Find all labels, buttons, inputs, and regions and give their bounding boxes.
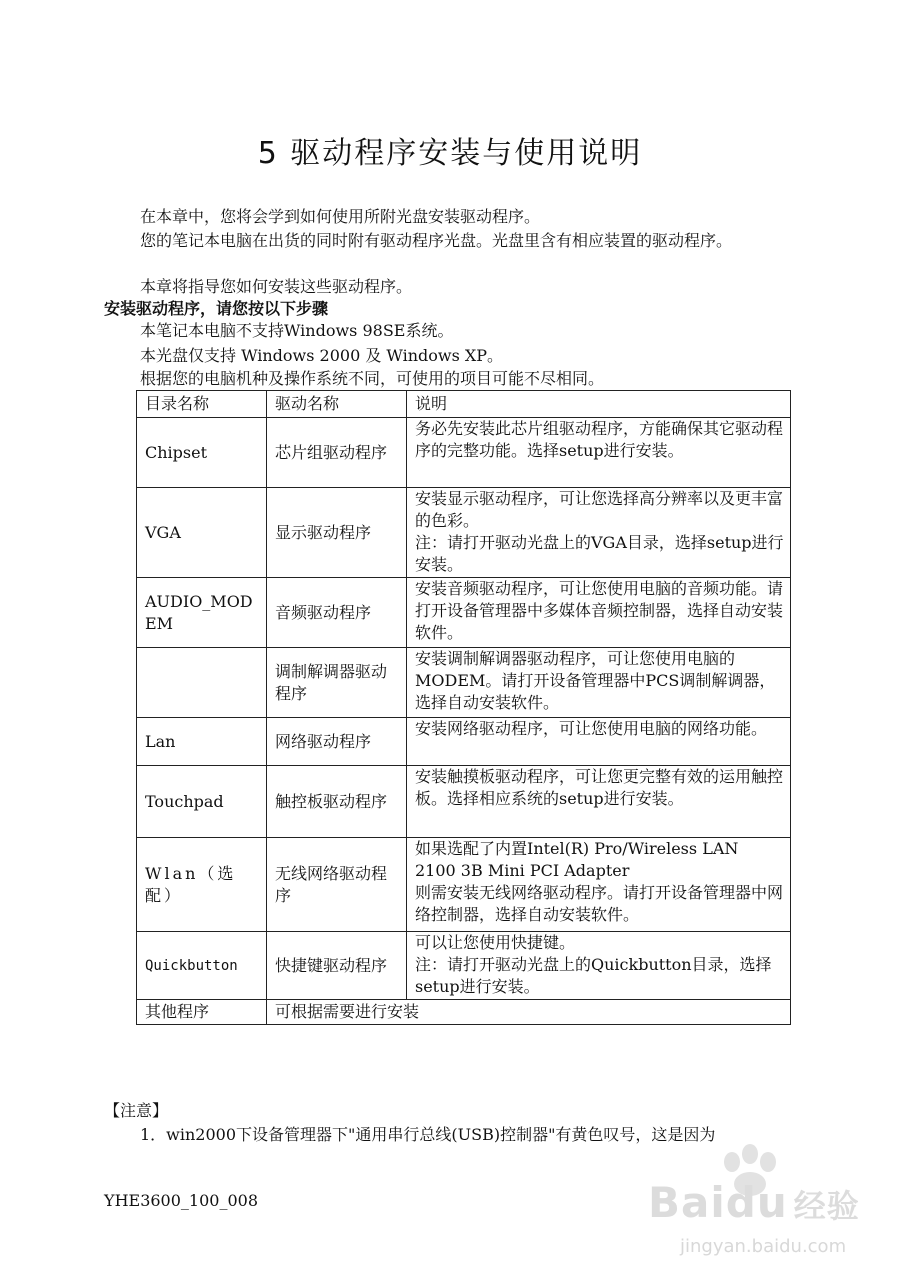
driver-desc xyxy=(407,488,791,578)
page-title: 5 驱动程序安装与使用说明 xyxy=(257,136,643,171)
driver-table xyxy=(136,390,791,1025)
driver-desc-line: 如果选配了内置Intel(R) Pro/Wireless LAN 2100 3B Mini PCI Adapter xyxy=(415,839,739,880)
driver-desc: 安装音频驱动程序，可让您使用电脑的音频功能。请打开设备管理器中多媒体音频控制器，选择自动安装软件。 xyxy=(407,578,791,648)
dir-name: 其他程序 xyxy=(137,1000,267,1025)
dir-name: Chipset xyxy=(137,418,267,488)
attention-item-1: 1．win2000下设备管理器下"通用串行总线(USB)控制器"有黄色叹号，这是因为 xyxy=(140,1125,716,1144)
steps-heading: 安装驱动程序，请您按以下步骤 xyxy=(104,299,329,318)
intro-paragraph-2: 您的笔记本电脑在出货的同时附有驱动程序光盘。光盘里含有相应装置的驱动程序。 xyxy=(140,231,733,250)
dir-name: Wlan（选配） xyxy=(137,838,267,932)
dir-name: Quickbutton xyxy=(137,932,267,1000)
table-row xyxy=(137,766,791,838)
note-model-difference: 根据您的电脑机种及操作系统不同，可使用的项目可能不尽相同。 xyxy=(140,369,605,388)
table-row xyxy=(137,578,791,648)
dir-name: Touchpad xyxy=(137,766,267,838)
header-dir: 目录名称 xyxy=(137,391,267,418)
baidu-jingyan-watermark xyxy=(640,1140,880,1270)
driver-desc-note: 则需安装无线网络驱动程序。请打开设备管理器中网络控制器，选择自动安装软件。 xyxy=(415,883,784,924)
header-driver: 驱动名称 xyxy=(267,391,407,418)
note-cd-support: 本光盘仅支持 Windows 2000 及 Windows XP。 xyxy=(140,346,504,365)
driver-desc-note: 注：请打开驱动光盘上的Quickbutton目录，选择setup进行安装。 xyxy=(415,955,772,996)
driver-name: 芯片组驱动程序 xyxy=(267,418,407,488)
driver-name: 可根据需要进行安装 xyxy=(267,1000,791,1025)
driver-name: 触控板驱动程序 xyxy=(267,766,407,838)
watermark-brand-cn: 经验 xyxy=(793,1187,860,1225)
table-row-other xyxy=(137,1000,791,1025)
table-row xyxy=(137,488,791,578)
driver-desc-line: 安装显示驱动程序，可让您选择高分辨率以及更丰富的色彩。 xyxy=(415,489,784,530)
watermark-brand-latin: Baidu xyxy=(648,1178,788,1227)
dir-name xyxy=(137,648,267,718)
dir-name: VGA xyxy=(137,488,267,578)
intro-paragraph-3: 本章将指导您如何安装这些驱动程序。 xyxy=(140,277,413,296)
driver-name: 无线网络驱动程序 xyxy=(267,838,407,932)
table-row xyxy=(137,718,791,766)
driver-desc-line: 可以让您使用快捷键。 xyxy=(415,933,576,952)
driver-desc xyxy=(407,838,791,932)
note-os-support: 本笔记本电脑不支持Windows 98SE系统。 xyxy=(140,321,454,340)
driver-desc: 安装网络驱动程序，可让您使用电脑的网络功能。 xyxy=(407,718,791,766)
driver-name: 音频驱动程序 xyxy=(267,578,407,648)
table-header-row xyxy=(137,391,791,418)
table-row xyxy=(137,418,791,488)
dir-name: Lan xyxy=(137,718,267,766)
table-row xyxy=(137,932,791,1000)
driver-desc-note: 注：请打开驱动光盘上的VGA目录，选择setup进行安装。 xyxy=(415,533,784,574)
driver-desc: 安装触摸板驱动程序，可让您更完整有效的运用触控板。选择相应系统的setup进行安装。 xyxy=(407,766,791,838)
driver-name: 显示驱动程序 xyxy=(267,488,407,578)
driver-name: 调制解调器驱动程序 xyxy=(267,648,407,718)
dir-name: AUDIO_MODEM xyxy=(137,578,267,648)
intro-paragraph-1: 在本章中，您将会学到如何使用所附光盘安装驱动程序。 xyxy=(140,207,541,226)
header-desc: 说明 xyxy=(407,391,791,418)
watermark-url: jingyan.baidu.com xyxy=(680,1236,847,1257)
table-row xyxy=(137,648,791,718)
driver-desc: 务必先安装此芯片组驱动程序，方能确保其它驱动程序的完整功能。选择setup进行安装。 xyxy=(407,418,791,488)
driver-name: 快捷键驱动程序 xyxy=(267,932,407,1000)
watermark-brand xyxy=(648,1178,860,1227)
driver-desc: 安装调制解调器驱动程序，可让您使用电脑的MODEM。请打开设备管理器中PCS调制解调器，选择自动安装软件。 xyxy=(407,648,791,718)
attention-heading: 【注意】 xyxy=(104,1101,169,1120)
driver-desc xyxy=(407,932,791,1000)
driver-name: 网络驱动程序 xyxy=(267,718,407,766)
footer-code: YHE3600_100_008 xyxy=(104,1191,258,1210)
table-row xyxy=(137,838,791,932)
